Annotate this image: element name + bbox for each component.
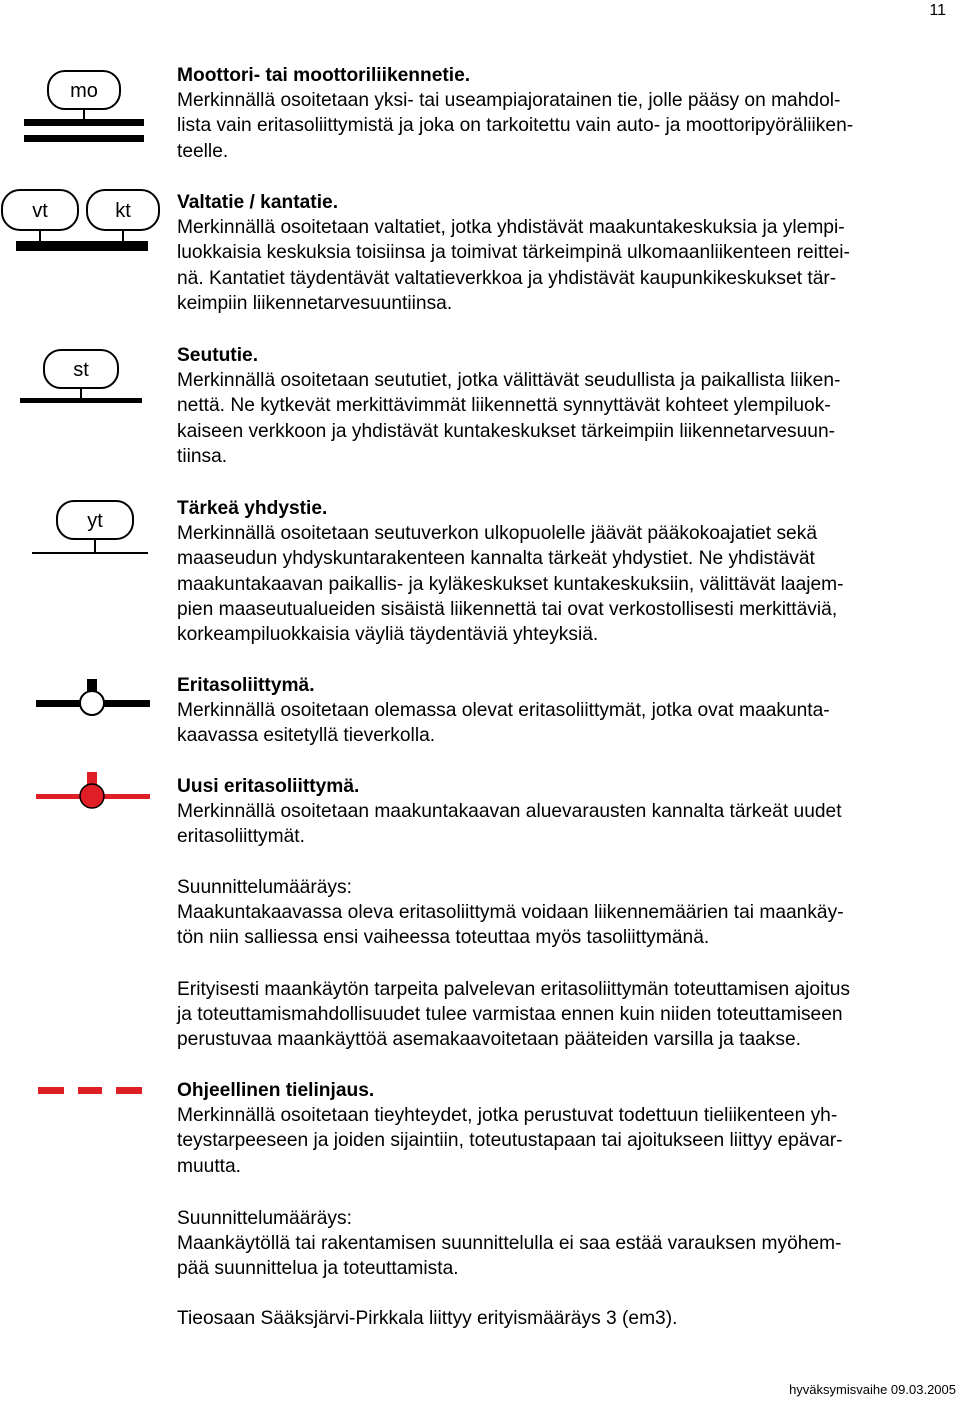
text-line: Merkinnällä osoitetaan seututiet, jotka välittävät seudullista ja paikallista liiken- [177, 370, 841, 392]
text-line: perustuvaa maankäyttöä asemakaavoitetaan pääteiden varsilla ja taakse. [177, 1029, 801, 1051]
section-planning-regulation-2 [177, 1206, 952, 1282]
section-new-interchange [177, 774, 952, 850]
section-planning-paragraph [177, 977, 952, 1053]
text-line: maaseudun yhdyskuntarakenteen kannalta tärkeät yhdystiet. Ne yhdistävät [177, 548, 815, 570]
section-title: Ohjeellinen tielinjaus. [177, 1080, 375, 1101]
text-line: nettä. Ne kytkevät merkittävimmät liikennettä synnyttävät kohteet ylempiluok- [177, 395, 831, 417]
text-line: pien maaseutualueiden sisäistä liikennettä tai ovat verkostollisesti merkittäviä, [177, 598, 838, 620]
section-interchange [177, 673, 952, 749]
text-line: Tieosaan Sääksjärvi-Pirkkala liittyy erityismääräys 3 (em3). [177, 1308, 678, 1329]
section-title: Seututie. [177, 345, 259, 366]
text-line: maakuntakaavan paikallis- ja kyläkeskukset kuntakeskuksiin, välittävät laajem- [177, 573, 844, 595]
symbol-label-yt: yt [87, 510, 103, 532]
text-line: ja toteuttamismahdollisuudet tulee varmistaa ennen kuin niiden toteuttamiseen [177, 1004, 843, 1026]
section-title: Moottori- tai moottoriliikennetie. [177, 65, 471, 86]
section-subtitle: Suunnittelumääräys: [177, 1208, 352, 1229]
symbol-label-vt: vt [32, 200, 48, 222]
section-highway [177, 190, 952, 316]
text-line: Merkinnällä osoitetaan seutuverkon ulkopuolelle jäävät pääkokoajatiet sekä [177, 523, 817, 545]
text-line: Maankäytöllä tai rakentamisen suunnittelulla ei saa estää varauksen myöhem- [177, 1233, 842, 1255]
new-interchange-symbol [36, 772, 150, 816]
section-title: Tärkeä yhdystie. [177, 498, 328, 519]
text-line: lista vain eritasoliittymistä ja joka on tarkoitettu vain auto- ja moottoripyöräliiken- [177, 115, 854, 137]
text-line: Maakuntakaavassa oleva eritasoliittymä voidaan liikennemäärien tai maankäy- [177, 902, 844, 924]
text-line: tiinsa. [177, 445, 228, 467]
section-special-regulation [177, 1306, 952, 1331]
text-line: Merkinnällä osoitetaan maakuntakaavan aluevarausten kannalta tärkeät uudet [177, 801, 842, 823]
text-line: luokkaisia keskuksia toisiinsa ja toimivat tärkeimpinä ulkomaanliikenteen reittei- [177, 242, 850, 264]
text-line: Erityisesti maankäytön tarpeita palvelevan eritasoliittymän toteuttamisen ajoitus [177, 979, 850, 1000]
text-line: Merkinnällä osoitetaan olemassa olevat eritasoliittymät, jotka ovat maakunta- [177, 700, 830, 722]
section-title: Uusi eritasoliittymä. [177, 776, 360, 797]
section-regional-road [177, 343, 952, 469]
footer-status: hyväksymisvaihe 09.03.2005 [789, 1382, 956, 1397]
text-line: keimpiin liikennetarvesuuntiinsa. [177, 292, 453, 314]
text-line: muutta. [177, 1155, 241, 1177]
section-title: Eritasoliittymä. [177, 675, 315, 696]
symbol-label-kt: kt [115, 200, 131, 222]
section-planning-regulation-1 [177, 875, 952, 951]
text-line: tön niin salliessa ensi vaiheessa toteuttaa myös tasoliittymänä. [177, 927, 710, 949]
text-line: teystarpeeseen ja joiden sijaintiin, toteutustapaan tai ajoitukseen liittyy epävar- [177, 1130, 843, 1152]
text-line: kaavassa esitetyllä tieverkolla. [177, 725, 436, 747]
section-motorway [177, 63, 952, 164]
text-line: Merkinnällä osoitetaan valtatiet, jotka yhdistävät maakuntakeskuksia ja ylempi- [177, 217, 845, 239]
text-line: kaiseen verkkoon ja yhdistävät kuntakeskukset tärkeimpiin liikennetarvesuun- [177, 420, 836, 442]
regional-road-symbol [20, 349, 150, 409]
symbol-label-st: st [73, 359, 89, 381]
text-line: korkeampiluokkaisia väyliä täydentäviä yhteyksiä. [177, 624, 599, 646]
motorway-symbol [24, 70, 154, 150]
text-line: teelle. [177, 140, 229, 162]
interchange-symbol [36, 679, 150, 723]
highway-symbol [2, 189, 162, 259]
text-line: Merkinnällä osoitetaan yksi- tai useampiajoratainen tie, jolle pääsy on mahdol- [177, 90, 841, 112]
symbol-label-mo: mo [70, 80, 98, 102]
text-line: eritasoliittymät. [177, 826, 305, 848]
indicative-road-symbol [38, 1087, 144, 1097]
section-connecting-road [177, 496, 952, 647]
connecting-road-symbol [32, 500, 152, 560]
section-title: Valtatie / kantatie. [177, 192, 339, 213]
section-subtitle: Suunnittelumääräys: [177, 877, 352, 898]
text-line: Merkinnällä osoitetaan tieyhteydet, jotka perustuvat todettuun tieliikenteen yh- [177, 1105, 838, 1127]
text-line: nä. Kantatiet täydentävät valtatieverkkoa ja yhdistävät kaupunkikeskukset tär- [177, 267, 837, 289]
section-indicative-road [177, 1078, 952, 1179]
text-line: pää suunnittelua ja toteuttamista. [177, 1258, 459, 1280]
page-number: 11 [929, 2, 946, 19]
